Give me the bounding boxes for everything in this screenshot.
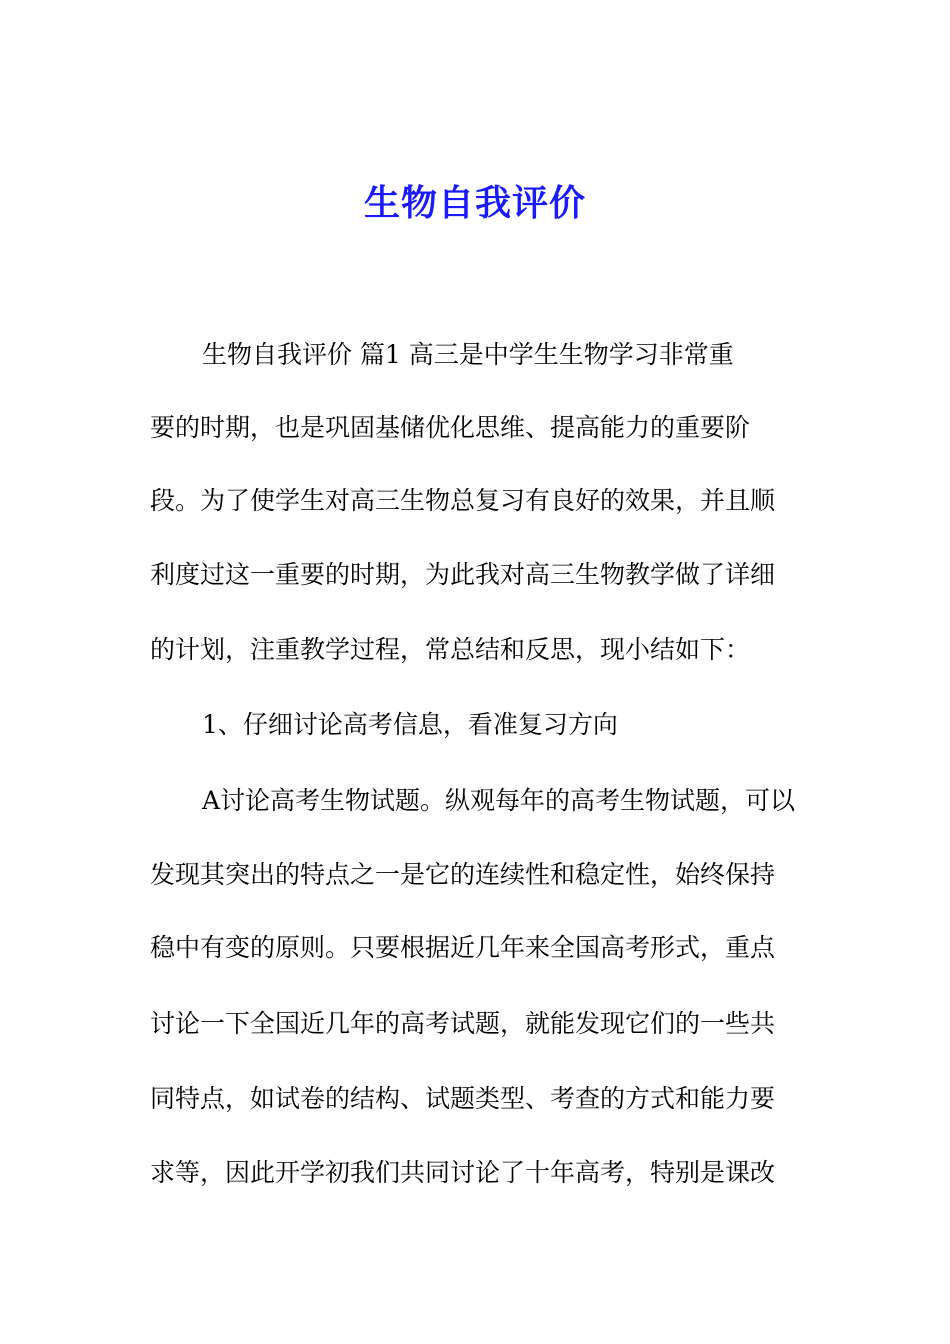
section-heading: 1、仔细讨论高考信息，看准复习方向 <box>202 710 618 739</box>
paragraph-line: 发现其突出的特点之一是它的连续性和稳定性，始终保持 <box>150 860 776 889</box>
document-title: 生物自我评价 <box>363 182 586 224</box>
paragraph-line: 稳中有变的原则。只要根据近几年来全国高考形式，重点 <box>150 933 776 962</box>
paragraph-line: 的计划，注重教学过程，常总结和反思，现小结如下： <box>150 635 751 664</box>
paragraph-line: 讨论一下全国近几年的高考试题，就能发现它们的一些共 <box>150 1009 776 1038</box>
paragraph-line: 段。为了使学生对高三生物总复习有良好的效果，并且顺 <box>150 486 776 515</box>
paragraph-line: 求等，因此开学初我们共同讨论了十年高考，特别是课改 <box>150 1158 776 1187</box>
paragraph-line: 生物自我评价 篇1 高三是中学生生物学习非常重 <box>202 340 734 369</box>
paragraph-line: A讨论高考生物试题。纵观每年的高考生物试题，可以 <box>202 786 796 815</box>
paragraph-line: 同特点，如试卷的结构、试题类型、考查的方式和能力要 <box>150 1084 776 1113</box>
paragraph-line: 利度过这一重要的时期，为此我对高三生物教学做了详细 <box>150 560 776 589</box>
paragraph-line: 要的时期，也是巩固基储优化思维、提高能力的重要阶 <box>150 413 751 442</box>
